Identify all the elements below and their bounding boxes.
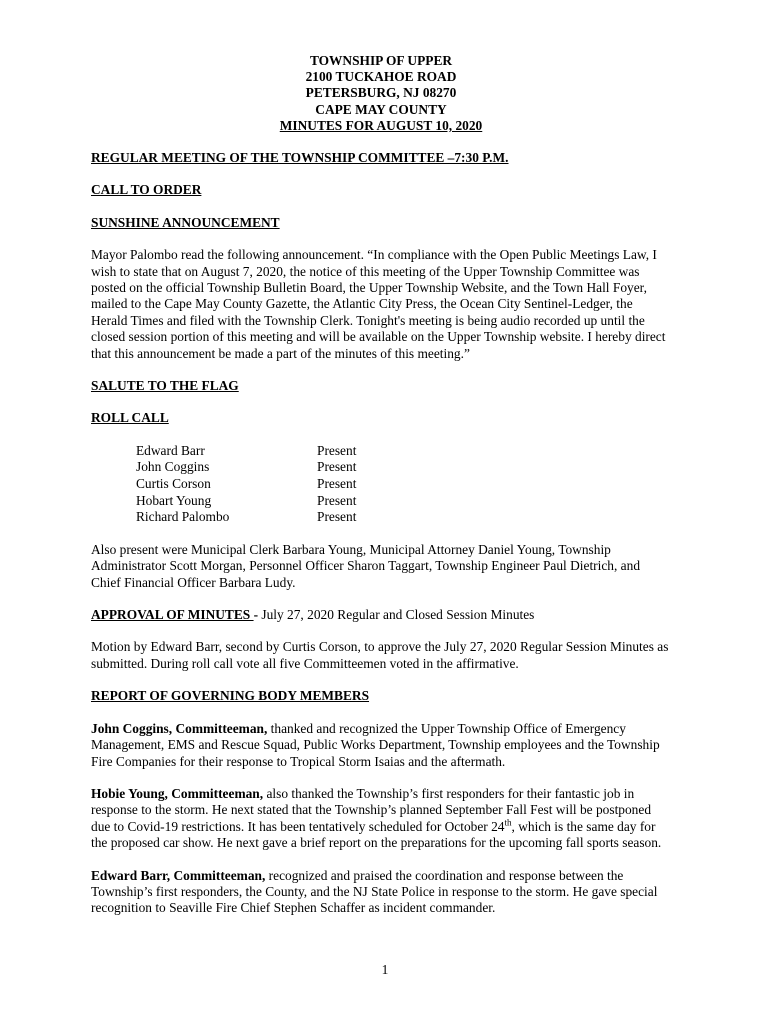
member-status: Present xyxy=(317,509,357,525)
member-name: Hobart Young xyxy=(136,492,212,508)
barr-report xyxy=(91,868,671,917)
approval-line xyxy=(91,607,671,623)
header-township: TOWNSHIP OF UPPER xyxy=(309,53,453,68)
roll-call-list xyxy=(136,443,671,526)
sunshine-heading: SUNSHINE ANNOUNCEMENT xyxy=(91,214,280,230)
approval-subject: July 27, 2020 Regular and Closed Session Minutes xyxy=(261,607,535,623)
member-status: Present xyxy=(317,476,357,492)
also-present-paragraph: Also present were Municipal Clerk Barbara Young, Municipal Attorney Daniel Young, Township Administrator Scott Morgan, Personnel Officer Sharon Taggart, Township Engineer Paul Dietrich, and Chief Financial Officer Barbara Ludy. xyxy=(91,541,641,590)
member-status: Present xyxy=(317,442,357,458)
salute-heading: SALUTE TO THE FLAG xyxy=(91,378,239,394)
member-name: John Coggins xyxy=(136,459,210,475)
approval-motion-paragraph: Motion by Edward Barr, second by Curtis Corson, to approve the July 27, 2020 Regular Session Minutes as submitted. During roll call vote all five Committeemen voted in the affirmative. xyxy=(91,639,669,671)
young-name: Hobie Young, Committeeman, xyxy=(91,785,264,801)
coggins-text: thanked and recognized the Upper Township Office of Emergency Management, EMS and Rescue Squad, Public Works Department, Township employees and the Township Fire Companies for their response to Tropical Storm Isaias and the aftermath. xyxy=(91,720,660,769)
roll-call-heading: ROLL CALL xyxy=(91,410,169,426)
approval-dash: - xyxy=(253,607,262,623)
young-text-2: , which is the same day for the proposed car show. He next gave a brief report on the preparations for the upcoming fall sports season. xyxy=(91,818,662,851)
young-report xyxy=(91,786,671,852)
roll-call-row xyxy=(136,476,671,493)
regular-meeting-heading: REGULAR MEETING OF THE TOWNSHIP COMMITTEE –7:30 P.M. xyxy=(91,150,509,166)
member-name: Curtis Corson xyxy=(136,476,211,492)
header-city: PETERSBURG, NJ 08270 xyxy=(305,85,457,101)
approval-heading: APPROVAL OF MINUTES xyxy=(91,607,254,623)
member-status: Present xyxy=(317,492,357,508)
member-status: Present xyxy=(317,459,357,475)
roll-call-row xyxy=(136,459,671,476)
coggins-name: John Coggins, Committeeman, xyxy=(91,720,268,736)
report-heading: REPORT OF GOVERNING BODY MEMBERS xyxy=(91,688,370,704)
header-county: CAPE MAY COUNTY xyxy=(315,101,447,117)
coggins-report xyxy=(91,721,671,770)
document-body xyxy=(91,53,671,933)
page-number: 1 xyxy=(381,962,389,977)
roll-call-row xyxy=(136,509,671,526)
roll-call-row xyxy=(136,443,671,460)
young-superscript: th xyxy=(504,817,512,828)
young-text-1: also thanked the Township’s first responders for their fantastic job in response to the storm. He next stated that the Township’s planned September Fall Fest will be postponed due to Covid-19 restrictions. It has been tentatively scheduled for October 24 xyxy=(91,785,652,834)
call-to-order-heading: CALL TO ORDER xyxy=(91,182,202,198)
header-minutes-date: MINUTES FOR AUGUST 10, 2020 xyxy=(279,117,483,133)
member-name: Edward Barr xyxy=(136,442,205,458)
roll-call-row xyxy=(136,493,671,510)
member-name: Richard Palombo xyxy=(136,509,230,525)
barr-text: recognized and praised the coordination and response between the Township’s first responders, the County, and the NJ State Police in response to the storm. He gave special recognition to Seaville Fire Chief Stephen Schaffer as incident commander. xyxy=(91,867,658,916)
document-header xyxy=(91,53,671,134)
barr-name: Edward Barr, Committeeman, xyxy=(91,867,266,883)
sunshine-paragraph: Mayor Palombo read the following announcement. “In compliance with the Open Public Meetings Law, I wish to state that on August 7, 2020, the notice of this meeting of the Upper Township Committee was posted on the official Township Bulletin Board, the Upper Township Website, and the Town Hall Foyer, mailed to the Cape May County Gazette, the Atlantic City Press, the Ocean City Sentinel-Ledger, the Herald Times and filed with the Township Clerk. Tonight's meeting is being audio recorded up until the closed session portion of this meeting and will be available on the Upper Township website. I hereby direct that this announcement be made a part of the minutes of this meeting.” xyxy=(91,247,666,361)
header-address: 2100 TUCKAHOE ROAD xyxy=(305,69,457,85)
